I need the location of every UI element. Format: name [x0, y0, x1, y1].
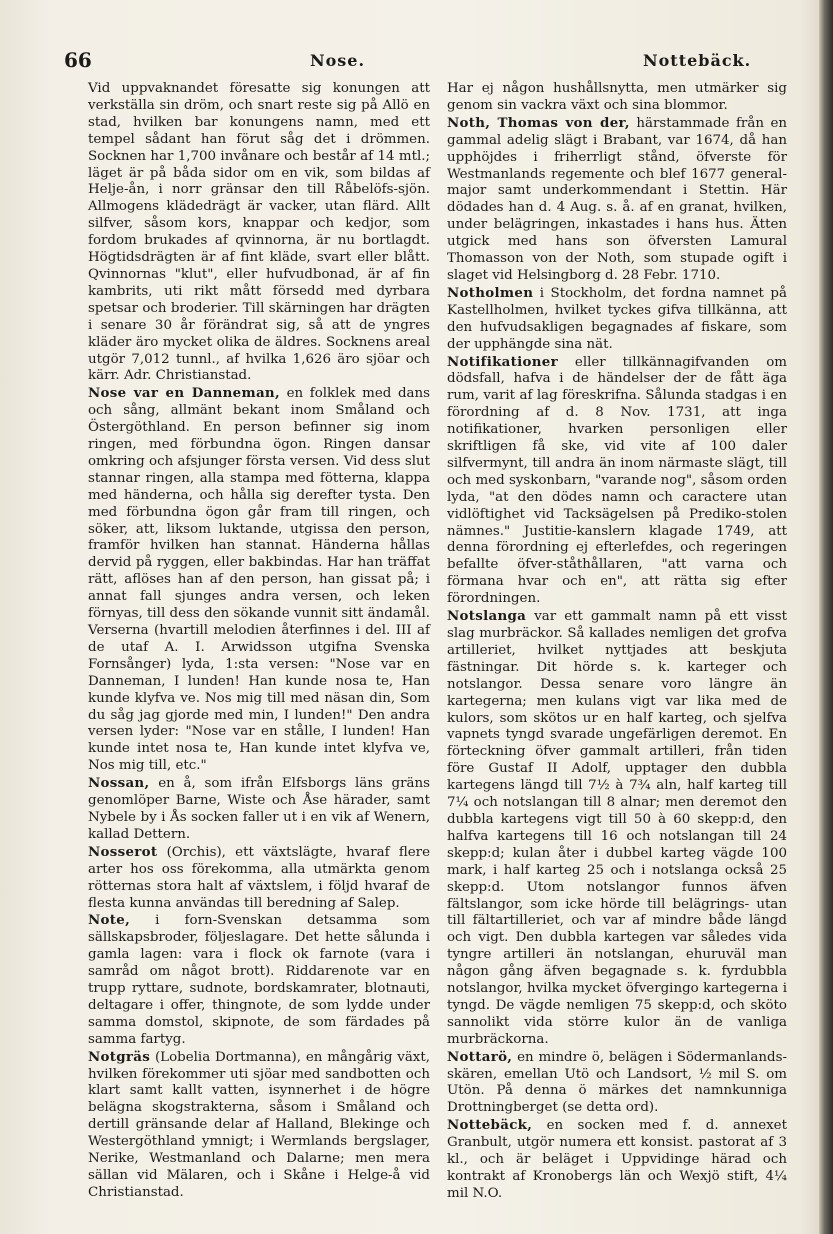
entry-paragraph [88, 775, 430, 844]
entry-text: härstammade från en gammal adelig slägt i Brabant, var 1674, då han upphöjdes i friherrligt stånd, öfverste för Westmanlands regemente och blef 1677 general-major samt underkommendant i Stettin. Här dödades han d. 4 Aug. s. å. af en granat, hvilken, under belägringen, inkastades i hans hus. Ätten utgick med hans son öfversten Lamural Thomasson von der Noth, som stupade ogift i slaget vid Helsingborg d. 28 Febr. 1710. [447, 115, 787, 283]
entry-paragraph [447, 285, 787, 354]
entry-text: (Orchis), ett växtslägte, hvaraf flere arter hos oss förekomma, alla utmärkta genom rötternas stora halt af växtslem, i följd hvaraf de flesta kunna användas till beredning af Salep. [88, 844, 430, 911]
page-edge-shadow [819, 0, 833, 1234]
entry-text: en å, som ifrån Elfsborgs läns gräns genomlöper Barne, Wiste och Åse härader, samt Nybele by i Ås socken faller ut i en vik af Wenern, kallad Dettern. [88, 776, 430, 842]
entry-headword: Nosserot [88, 843, 158, 860]
right-column [447, 80, 787, 1203]
entry-headword: Notslanga [447, 608, 527, 625]
entry-paragraph [88, 844, 430, 913]
entry-headword: Notifikationer [447, 353, 558, 370]
entry-headword: Nottebäck, [447, 1117, 533, 1134]
entry-paragraph [447, 1049, 787, 1118]
entry-text: Har ej någon hushållsnytta, men utmärker sig genom sin vackra växt och sina blommor. [447, 81, 787, 113]
entry-paragraph [88, 80, 430, 385]
entry-headword: Nose var en Danneman, [88, 385, 280, 402]
left-running-head: Nose. [310, 51, 366, 70]
entry-text: eller tillkännagifvanden om dödsfall, hafva i de händelser der de fått äga rum, varit af lag föreskrifna. Sålunda stadgas i en förordning af d. 8 Nov. 1731, att inga notifikationer, hvarken personligen eller skriftligen få ske, vid vite af 100 daler silfvermynt, till andra än inom närmaste slägt, till och med syskonbarn, "varande nog", såsom orden lyda, "at den dödes namn och caractere utan vidlöftighet vid Tacksägelsen på Prediko-stolen nämnes." Justitie-kanslern klagade 1749, att denna förordning ej efterlefdes, och regeringen befallte öfver-ståthållaren, "att varna och förmana hvar och en", att rätta sig efter förordningen. [447, 354, 787, 607]
entry-paragraph [88, 385, 430, 775]
entry-headword: Noth, Thomas von der, [447, 114, 630, 131]
left-column [88, 80, 430, 1202]
entry-text: var ett gammalt namn på ett visst slag murbräckor. Så kallades nemligen det grofva artilleriet, hvilket nyttjades att beskjuta fästningar. Dit hörde s. k. karteger och notslangor. Dessa senare voro längre än kartegerna; men kulans vigt var lika med de kulors, som skötos ur en half karteg, och sjelfva vapnets tyngd svarade ungefärligen deremot. En förteckning öfver gammalt artilleri, från tiden före Gustaf II Adolf, upptager den dubbla kartegens längd till 7½ à 7¾ aln, half karteg till 7¼ och notslangan till 8 alnar; men deremot den dubbla kartegens vigt till 50 à 60 skepp:d, den halfva kartegens till 16 och notslangan till 24 skepp:d; kulan åter i dubbel karteg vägde 100 mark, i half karteg 25 och i notslanga också 25 skepp:d. Utom notslangor funnos äfven fältslangor, som icke hörde till belägrings- utan till fältartilleriet, och var af mindre både längd och vigt. Den dubbla kartegen var således vida tyngre artilleri än notslangan, ehuruväl man någon gång äfven begagnade s. k. fyrdubbla notslangor, hvilka mycket öfvergingo kartegerna i tyngd. De vägde nemligen 75 skepp:d, och sköto sannolikt vida större kulor än de vanliga murbräckorna. [447, 609, 787, 1047]
entry-paragraph [88, 1049, 430, 1202]
entry-headword: Nottarö, [447, 1048, 513, 1065]
entry-headword: Notholmen [447, 284, 534, 301]
entry-paragraph [447, 80, 787, 115]
running-header [60, 48, 800, 72]
entry-headword: Notgräs [88, 1048, 151, 1065]
entry-paragraph [447, 115, 787, 285]
entry-text: i forn-Svenskan detsamma som sällskapsbroder, följeslagare. Det hette sålunda i gamla lagen: vara i flock ok farnote (vara i samråd om något brott). Riddarenote var en trupp ryttare, sudnote, bordskamrater, blotnauti, deltagare i offer, thingnote, de som lydde under samma domstol, skipnote, de som färdades på samma fartyg. [88, 913, 430, 1047]
entry-paragraph [447, 354, 787, 609]
entry-text: en folklek med dans och sång, allmänt bekant inom Småland och Östergöthland. En person befinner sig inom ringen, med förbundna ögon. Ringen dansar omkring och afsjunger första versen. Vid dess slut stannar ringen, alla stampa med fötterna, klappa med händerna, och hålla sig derefter tysta. Den med förbundna ögon går fram till ringen, och söker, att, liksom luktande, utgissa den person, framför hvilken han stannat. Händerna hållas dervid på ryggen, eller bakbindas. Har han träffat rätt, aflöses han af den person, han gissat på; i annat fall sjunges andra versen, och leken förnyas, till dess den sökande vunnit sitt ändamål. Verserna (hvartill melodien återfinnes i del. III af de utaf A. I. Arwidsson utgifna Svenska Fornsånger) lyda, 1:sta versen: "Nose var en Danneman, I lunden! Han kunde nosa te, Han kunde klyfva ve. Nos mig till med näsan din, Som du såg jag gjorde med min, I lunden!" Den andra versen lyder: "Nose var en stålle, I lunden! Han kunde intet nosa te, Han kunde intet klyfva ve, Nos mig till, etc." [88, 386, 430, 774]
right-running-head: Nottebäck. [643, 51, 752, 70]
entry-paragraph [447, 1117, 787, 1203]
entry-text: Vid uppvaknandet föresatte sig konungen att verkställa sin dröm, och snart reste sig på Allö en stad, hvilken bar konungens namn, med ett tempel sådant han förut såg det i drömmen. Socknen har 1,700 invånare och består af 14 mtl.; läget är på båda sidor om en vik, som bildas af Helje-ån, i norr gränsar den till Råbelöfs-sjön. Allmogens klädedrägt är vacker, utan flärd. Allt silfver, såsom kors, knappar och kedjor, som fordom brukades af qvinnorna, är nu bortlagdt. Högtidsdrägten är af fint kläde, svart eller blått. Qvinnornas "klut", eller hufvudbonad, är af fin kambrits, uti rikt mått försedd med dyrbara spetsar och broderier. Till skärningen har drägten i senare 30 år förändrat sig, så att de yngres kläder äro mycket olika de äldres. Socknens areal utgör 7,012 tunnl., af hvilka 1,626 äro sjöar och kärr. Adr. Christianstad. [88, 81, 430, 384]
entry-headword: Nossan, [88, 775, 150, 792]
entry-headword: Note, [88, 912, 131, 929]
page-number: 66 [64, 48, 92, 72]
entry-paragraph [447, 608, 787, 1049]
entry-text: en mindre ö, belägen i Södermanlands-skären, emellan Utö och Landsort, ½ mil S. om Utön. På denna ö märkes det namnkunniga Drottningberget (se detta ord). [447, 1049, 787, 1116]
entry-text: en socken med f. d. annexet Granbult, utgör numera ett konsist. pastorat af 3 kl., och är beläget i Uppvidinge härad och kontrakt af Kronobergs län och Wexjö stift, 4¼ mil N.O. [447, 1118, 787, 1201]
entry-paragraph [88, 912, 430, 1048]
entry-text: i Stockholm, det fordna namnet på Kastellholmen, hvilket tyckes gifva tillkänna, att den hufvudsakligen begagnades af fiskare, som der upphängde sina nät. [447, 285, 787, 352]
entry-text: (Lobelia Dortmanna), en mångårig växt, hvilken förekommer uti sjöar med sandbotten och klart samt kallt vatten, isynnerhet i de högre belägna skogstrakterna, såsom i Småland och dertill gränsande delar af Halland, Blekinge och Westergöthland ymnigt; i Wermlands bergslager, Nerike, Westmanland och Dalarne; men mera sällan vid Mälaren, och i Skåne i Helge-å vid Christianstad. [88, 1049, 430, 1200]
